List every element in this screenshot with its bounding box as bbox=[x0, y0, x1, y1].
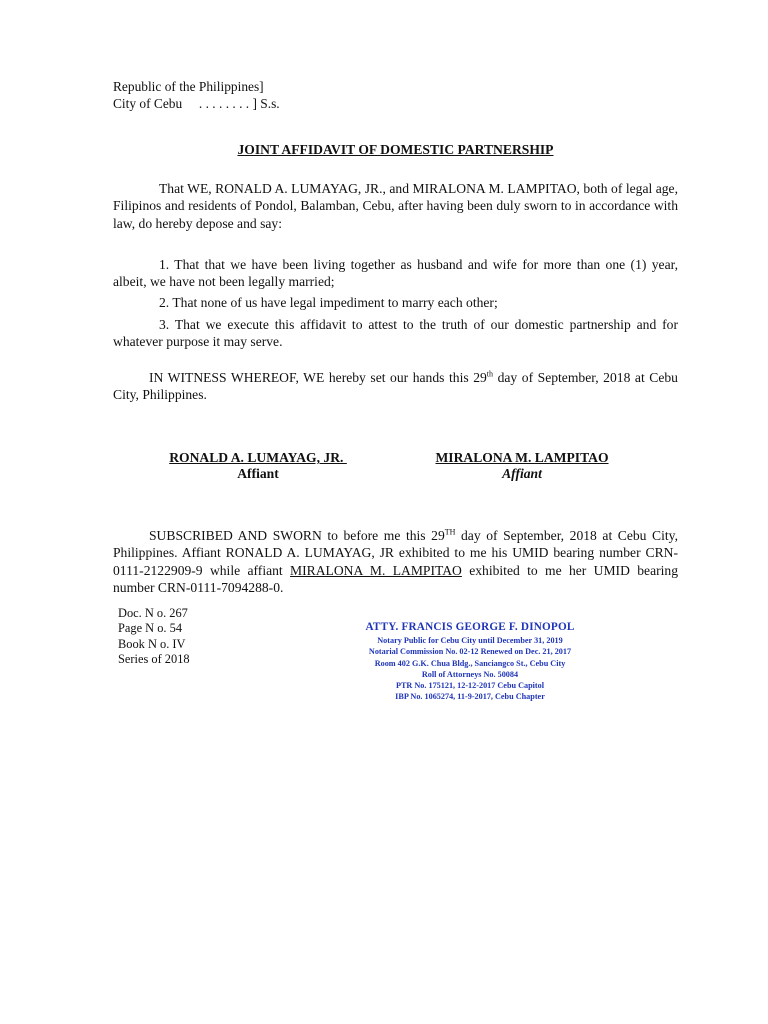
venue-block bbox=[113, 78, 280, 112]
signature-block-miralona bbox=[392, 450, 652, 482]
item-1-text: 1. That that we have been living together as husband and wife for more than one (1) year, albeit, we have not been legally married; bbox=[113, 257, 678, 290]
doc-number: Doc. N o. 267 bbox=[118, 606, 188, 620]
jurat-text-before: SUBSCRIBED AND SWORN to before me this 29 bbox=[149, 528, 445, 543]
signatory-role: Affiant bbox=[502, 466, 542, 481]
jurat-sup: TH bbox=[444, 527, 456, 537]
notary-stamp bbox=[320, 620, 620, 703]
document-reference bbox=[118, 606, 190, 667]
book-number: Book N o. IV bbox=[118, 636, 186, 651]
intro-paragraph bbox=[113, 180, 678, 232]
item-3 bbox=[113, 316, 678, 351]
notary-line: Roll of Attorneys No. 50084 bbox=[421, 669, 519, 679]
witness-text-after: day of September, 2018 at Cebu City, Philippines. bbox=[113, 370, 678, 403]
document-title: JOINT AFFIDAVIT OF DOMESTIC PARTNERSHIP bbox=[237, 142, 554, 157]
jurat-paragraph bbox=[113, 527, 678, 597]
signatory-role: Affiant bbox=[237, 466, 279, 481]
intro-text: That WE, RONALD A. LUMAYAG, JR., and MIRALONA M. LAMPITAO, both of legal age, Filipinos and residents of Pondol, Balamban, Cebu, after having been duly sworn to in accordance with law, do hereby depose and say: bbox=[113, 181, 678, 231]
witness-paragraph bbox=[113, 369, 678, 404]
item-3-text: 3. That we execute this affidavit to attest to the truth of our domestic partnership and for whatever purpose it may serve. bbox=[113, 317, 678, 350]
item-1 bbox=[113, 256, 678, 291]
signatory-name: MIRALONA M. LAMPITAO bbox=[435, 450, 609, 465]
notary-line: PTR No. 175121, 12-12-2017 Cebu Capitol bbox=[395, 681, 545, 691]
notary-line: IBP No. 1065274, 11-9-2017, Cebu Chapter bbox=[395, 692, 545, 702]
page-number: Page N o. 54 bbox=[118, 621, 183, 636]
venue-line-2: City of Cebu . . . . . . . . ] S.s. bbox=[113, 96, 280, 111]
notary-name: ATTY. FRANCIS GEORGE F. DINOPOL bbox=[365, 621, 575, 633]
jurat-text-after: exhibited to me her UMID bearing number CRN-0111-7094288-0. bbox=[113, 562, 678, 596]
venue-line-1: Republic of the Philippines] bbox=[113, 79, 264, 94]
witness-text-before: IN WITNESS WHEREOF, WE hereby set our hands this 29 bbox=[149, 370, 487, 385]
signature-block-ronald bbox=[128, 450, 388, 482]
item-2 bbox=[113, 294, 678, 311]
notary-line: Notarial Commission No. 02-12 Renewed on Dec. 21, 2017 bbox=[368, 647, 572, 657]
notary-line: Room 402 G.K. Chua Bldg., Sanciangco St., Cebu City bbox=[374, 658, 566, 668]
jurat-underlined-name: MIRALONA M. LAMPITAO bbox=[290, 562, 462, 578]
notary-line: Notary Public for Cebu City until December 31, 2019 bbox=[377, 636, 563, 645]
signatory-name: RONALD A. LUMAYAG, JR. bbox=[169, 450, 347, 465]
witness-sup: th bbox=[486, 369, 494, 379]
series-year: Series of 2018 bbox=[118, 651, 190, 666]
item-2-text: 2. That none of us have legal impediment to marry each other; bbox=[159, 295, 498, 310]
jurat-text-mid: day of September, 2018 at Cebu City, Philippines. Affiant RONALD A. LUMAYAG, JR exhibited to me his UMID bearing number CRN-0111-2122909-9 while affiant bbox=[113, 528, 678, 578]
